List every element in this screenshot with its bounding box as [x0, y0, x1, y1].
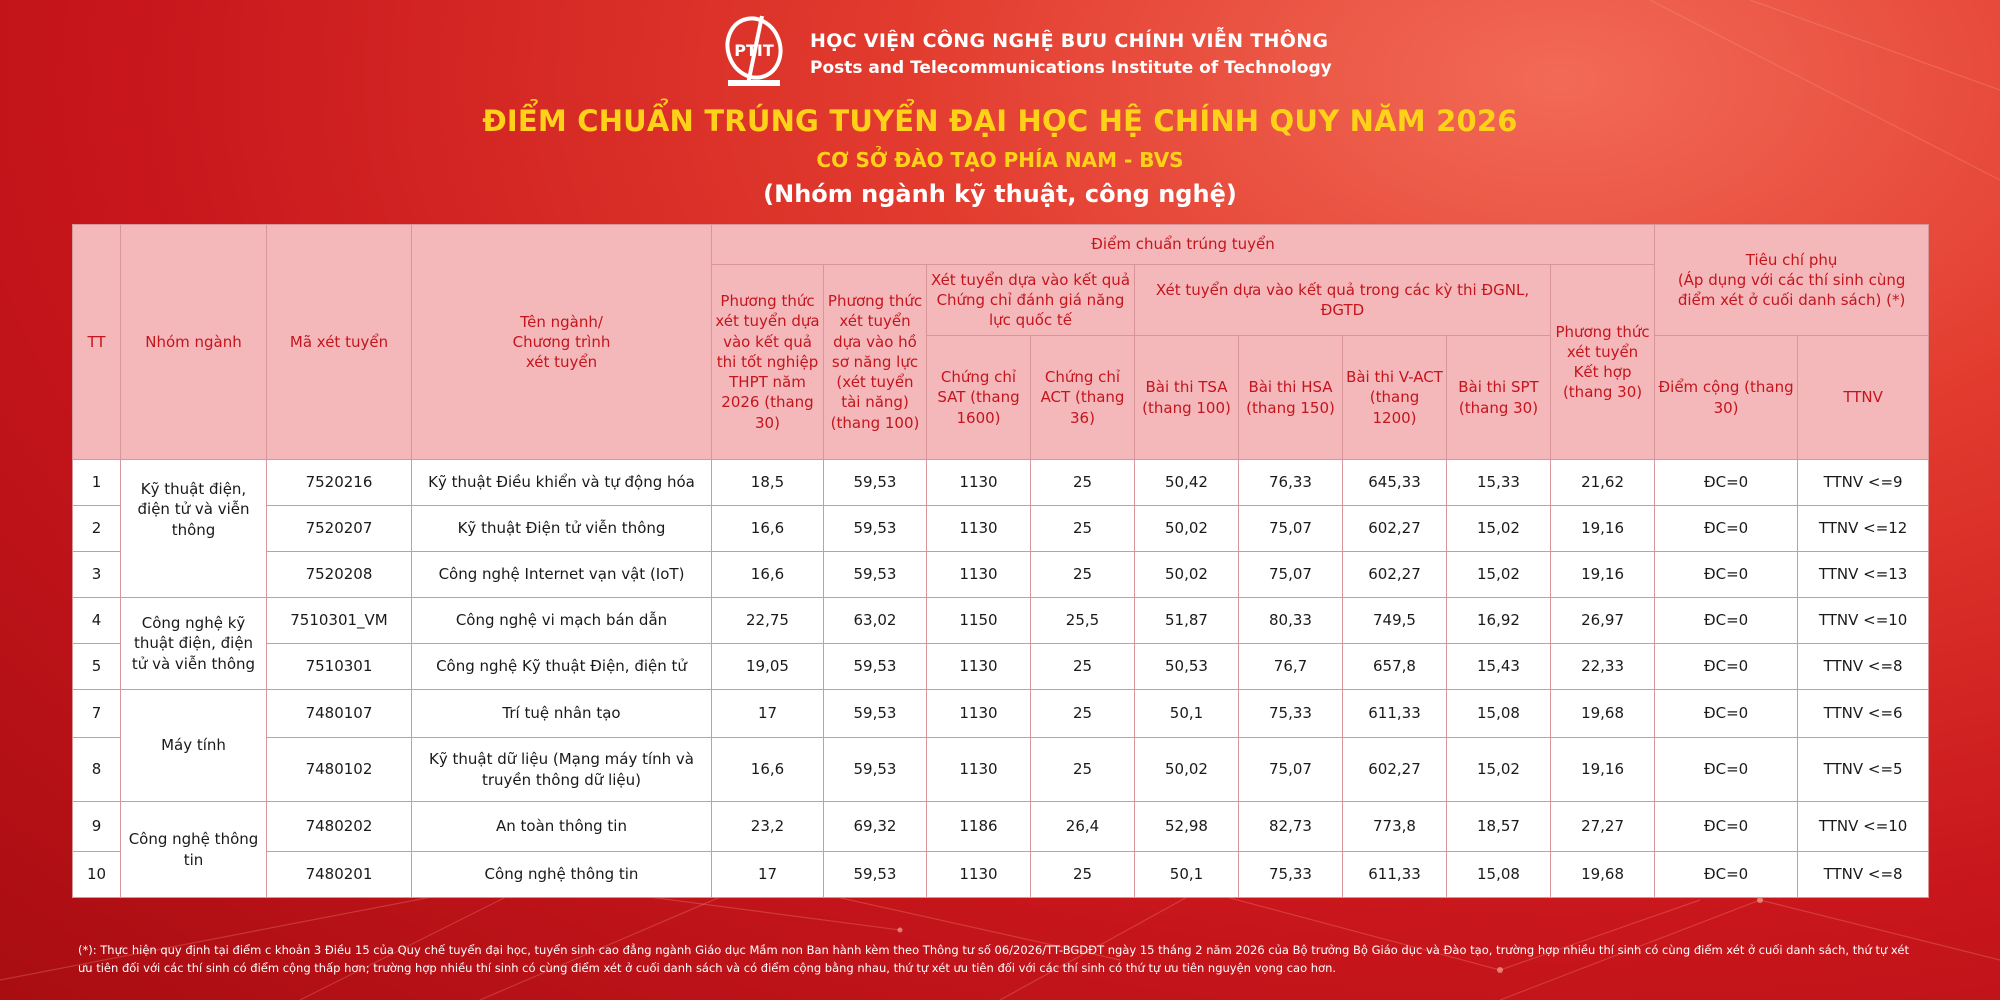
cell-ket-hop: 19,68	[1551, 852, 1655, 898]
cell-vact: 611,33	[1343, 690, 1447, 738]
cell-ket-hop: 19,16	[1551, 738, 1655, 802]
cell-ket-hop: 21,62	[1551, 460, 1655, 506]
cell-hoso: 59,53	[824, 852, 927, 898]
cell-diem-cong: ĐC=0	[1655, 852, 1798, 898]
cell-act: 25	[1031, 690, 1135, 738]
cell-vact: 602,27	[1343, 552, 1447, 598]
cell-vact: 749,5	[1343, 598, 1447, 644]
cell-spt: 15,02	[1447, 506, 1551, 552]
cell-ten: Trí tuệ nhân tạo	[412, 690, 712, 738]
table-row	[73, 506, 1929, 552]
cell-diem-cong: ĐC=0	[1655, 598, 1798, 644]
cell-act: 25	[1031, 460, 1135, 506]
cell-act: 26,4	[1031, 802, 1135, 852]
cell-ma: 7480102	[267, 738, 412, 802]
cell-group: Máy tính	[121, 690, 267, 802]
cell-ket-hop: 26,97	[1551, 598, 1655, 644]
cell-group: Kỹ thuật điện, điện tử và viễn thông	[121, 460, 267, 598]
org-name-vi: HỌC VIỆN CÔNG NGHỆ BƯU CHÍNH VIỄN THÔNG	[810, 30, 1329, 52]
cell-sat: 1130	[927, 690, 1031, 738]
cell-hsa: 75,07	[1239, 738, 1343, 802]
cell-ten: Công nghệ Kỹ thuật Điện, điện tử	[412, 644, 712, 690]
footnote: (*): Thực hiện quy định tại điểm c khoản 3 Điều 15 của Quy chế tuyển đại học, tuyển sinh cao đẳng ngành Giáo dục Mầm non Ban hành kèm theo Thông tư số 06/2026/TT-BGDĐT ngày 15 tháng 2 năm 2026 của Bộ trưởng Bộ Giáo dục và Đào tạo, trường hợp nhiều thí sinh có cùng điểm xét ở cuối danh sách, thứ tự xét ưu tiên đối với các thí sinh có điểm cộng thấp hơn; trường hợp nhiều thí sinh có cùng điểm xét ở cuối danh sách và có điểm cộng bằng nhau, thứ tự xét ưu tiên đối với các thí sinh có thứ tự ưu tiên nguyện vọng cao hơn.	[78, 943, 1909, 975]
cell-tsa: 50,02	[1135, 738, 1239, 802]
header-ten-nganh: Tên ngành/ Chương trình xét tuyển	[412, 225, 712, 460]
cell-ket-hop: 27,27	[1551, 802, 1655, 852]
cell-ttnv: TTNV <=8	[1798, 644, 1929, 690]
cell-tsa: 52,98	[1135, 802, 1239, 852]
cell-ket-hop: 19,16	[1551, 552, 1655, 598]
cell-ttnv: TTNV <=5	[1798, 738, 1929, 802]
cell-diem-cong: ĐC=0	[1655, 644, 1798, 690]
score-table	[72, 224, 1929, 898]
cell-ket-hop: 19,68	[1551, 690, 1655, 738]
cell-tsa: 50,53	[1135, 644, 1239, 690]
cell-thpt: 16,6	[712, 506, 824, 552]
svg-text:PTIT: PTIT	[734, 41, 774, 60]
cell-hoso: 59,53	[824, 690, 927, 738]
cell-vact: 773,8	[1343, 802, 1447, 852]
cell-hsa: 80,33	[1239, 598, 1343, 644]
table-row	[73, 852, 1929, 898]
cell-act: 25	[1031, 852, 1135, 898]
cell-sat: 1130	[927, 506, 1031, 552]
cell-sat: 1186	[927, 802, 1031, 852]
header-chung-chi: Xét tuyển dựa vào kết quả Chứng chỉ đánh giá năng lực quốc tế	[927, 265, 1135, 336]
header-sat: Chứng chỉ SAT (thang 1600)	[927, 336, 1031, 460]
cell-ma: 7510301	[267, 644, 412, 690]
header-nhom-nganh: Nhóm ngành	[121, 225, 267, 460]
cell-hoso: 59,53	[824, 460, 927, 506]
group-title: (Nhóm ngành kỹ thuật, công nghệ)	[763, 180, 1237, 208]
cell-ttnv: TTNV <=8	[1798, 852, 1929, 898]
cell-spt: 15,08	[1447, 690, 1551, 738]
header-tieu-chi-phu: Tiêu chí phụ (Áp dụng với các thí sinh cùng điểm xét ở cuối danh sách) (*)	[1655, 225, 1929, 336]
header-vact: Bài thi V-ACT (thang 1200)	[1343, 336, 1447, 460]
cell-tsa: 50,02	[1135, 506, 1239, 552]
table-row	[73, 738, 1929, 802]
cell-tt: 4	[73, 598, 121, 644]
cell-thpt: 18,5	[712, 460, 824, 506]
cell-diem-cong: ĐC=0	[1655, 506, 1798, 552]
cell-tsa: 50,02	[1135, 552, 1239, 598]
cell-hsa: 75,33	[1239, 690, 1343, 738]
header-hsa: Bài thi HSA (thang 150)	[1239, 336, 1343, 460]
cell-thpt: 17	[712, 852, 824, 898]
cell-diem-cong: ĐC=0	[1655, 552, 1798, 598]
cell-hoso: 63,02	[824, 598, 927, 644]
cell-diem-cong: ĐC=0	[1655, 690, 1798, 738]
header-ttnv: TTNV	[1798, 336, 1929, 460]
cell-tt: 2	[73, 506, 121, 552]
cell-vact: 645,33	[1343, 460, 1447, 506]
table-row	[73, 552, 1929, 598]
header-diem-cong: Điểm cộng (thang 30)	[1655, 336, 1798, 460]
cell-tt: 9	[73, 802, 121, 852]
cell-tsa: 51,87	[1135, 598, 1239, 644]
cell-act: 25	[1031, 552, 1135, 598]
cell-thpt: 23,2	[712, 802, 824, 852]
cell-spt: 18,57	[1447, 802, 1551, 852]
cell-ten: Kỹ thuật Điện tử viễn thông	[412, 506, 712, 552]
cell-thpt: 22,75	[712, 598, 824, 644]
cell-thpt: 19,05	[712, 644, 824, 690]
cell-spt: 15,08	[1447, 852, 1551, 898]
cell-ket-hop: 19,16	[1551, 506, 1655, 552]
cell-sat: 1130	[927, 738, 1031, 802]
cell-spt: 15,02	[1447, 738, 1551, 802]
header-ho-so: Phương thức xét tuyển dựa vào hồ sơ năng lực (xét tuyển tài năng) (thang 100)	[824, 265, 927, 460]
cell-act: 25	[1031, 738, 1135, 802]
header-act: Chứng chỉ ACT (thang 36)	[1031, 336, 1135, 460]
cell-spt: 15,02	[1447, 552, 1551, 598]
cell-sat: 1130	[927, 552, 1031, 598]
cell-tsa: 50,1	[1135, 852, 1239, 898]
cell-hsa: 75,33	[1239, 852, 1343, 898]
cell-hoso: 59,53	[824, 644, 927, 690]
cell-vact: 657,8	[1343, 644, 1447, 690]
cell-spt: 15,43	[1447, 644, 1551, 690]
cell-tsa: 50,1	[1135, 690, 1239, 738]
header-dgnl: Xét tuyển dựa vào kết quả trong các kỳ thi ĐGNL, ĐGTD	[1135, 265, 1551, 336]
cell-spt: 15,33	[1447, 460, 1551, 506]
cell-ten: An toàn thông tin	[412, 802, 712, 852]
cell-hsa: 76,33	[1239, 460, 1343, 506]
cell-hsa: 76,7	[1239, 644, 1343, 690]
cell-ma: 7520208	[267, 552, 412, 598]
cell-tt: 3	[73, 552, 121, 598]
cell-hoso: 59,53	[824, 506, 927, 552]
header	[0, 14, 2000, 94]
cell-tt: 8	[73, 738, 121, 802]
cell-diem-cong: ĐC=0	[1655, 802, 1798, 852]
table-row	[73, 644, 1929, 690]
cell-diem-cong: ĐC=0	[1655, 460, 1798, 506]
cell-ttnv: TTNV <=10	[1798, 598, 1929, 644]
cell-ttnv: TTNV <=10	[1798, 802, 1929, 852]
cell-hoso: 69,32	[824, 802, 927, 852]
cell-sat: 1130	[927, 852, 1031, 898]
table-row	[73, 460, 1929, 506]
cell-vact: 611,33	[1343, 852, 1447, 898]
cell-vact: 602,27	[1343, 506, 1447, 552]
cell-ma: 7510301_VM	[267, 598, 412, 644]
org-name-en: Posts and Telecommunications Institute of Technology	[810, 58, 1332, 78]
cell-ttnv: TTNV <=9	[1798, 460, 1929, 506]
cell-thpt: 16,6	[712, 738, 824, 802]
header-ket-hop: Phương thức xét tuyển Kết hợp (thang 30)	[1551, 265, 1655, 460]
cell-ten: Kỹ thuật Điều khiển và tự động hóa	[412, 460, 712, 506]
ptit-logo-icon	[718, 14, 790, 90]
cell-ten: Công nghệ vi mạch bán dẫn	[412, 598, 712, 644]
header-thpt: Phương thức xét tuyển dựa vào kết quả thi tốt nghiệp THPT năm 2026 (thang 30)	[712, 265, 824, 460]
cell-hsa: 82,73	[1239, 802, 1343, 852]
cell-ten: Công nghệ Internet vạn vật (IoT)	[412, 552, 712, 598]
cell-ma: 7480201	[267, 852, 412, 898]
cell-group: Công nghệ thông tin	[121, 802, 267, 898]
cell-sat: 1130	[927, 644, 1031, 690]
page-subtitle: CƠ SỞ ĐÀO TẠO PHÍA NAM - BVS	[816, 148, 1184, 172]
cell-tt: 5	[73, 644, 121, 690]
cell-ma: 7520207	[267, 506, 412, 552]
cell-sat: 1150	[927, 598, 1031, 644]
header-tsa: Bài thi TSA (thang 100)	[1135, 336, 1239, 460]
header-spt: Bài thi SPT (thang 30)	[1447, 336, 1551, 460]
cell-ten: Kỹ thuật dữ liệu (Mạng máy tính và truyền thông dữ liệu)	[412, 738, 712, 802]
cell-spt: 16,92	[1447, 598, 1551, 644]
cell-hsa: 75,07	[1239, 506, 1343, 552]
cell-tt: 1	[73, 460, 121, 506]
table-row	[73, 802, 1929, 852]
cell-act: 25	[1031, 644, 1135, 690]
cell-vact: 602,27	[1343, 738, 1447, 802]
cell-diem-cong: ĐC=0	[1655, 738, 1798, 802]
cell-ma: 7480202	[267, 802, 412, 852]
cell-sat: 1130	[927, 460, 1031, 506]
cell-group: Công nghệ kỹ thuật điện, điện tử và viễn thông	[121, 598, 267, 690]
header-diem-chuan: Điểm chuẩn trúng tuyển	[712, 225, 1655, 265]
cell-ma: 7520216	[267, 460, 412, 506]
cell-tt: 10	[73, 852, 121, 898]
table-row	[73, 690, 1929, 738]
cell-ttnv: TTNV <=12	[1798, 506, 1929, 552]
cell-hsa: 75,07	[1239, 552, 1343, 598]
cell-hoso: 59,53	[824, 738, 927, 802]
cell-act: 25	[1031, 506, 1135, 552]
cell-hoso: 59,53	[824, 552, 927, 598]
cell-thpt: 17	[712, 690, 824, 738]
page-title: ĐIỂM CHUẨN TRÚNG TUYỂN ĐẠI HỌC HỆ CHÍNH QUY NĂM 2026	[482, 104, 1518, 138]
cell-tsa: 50,42	[1135, 460, 1239, 506]
cell-ttnv: TTNV <=13	[1798, 552, 1929, 598]
cell-ten: Công nghệ thông tin	[412, 852, 712, 898]
header-ma-xet-tuyen: Mã xét tuyển	[267, 225, 412, 460]
table-row	[73, 598, 1929, 644]
header-tt: TT	[73, 225, 121, 460]
cell-thpt: 16,6	[712, 552, 824, 598]
cell-act: 25,5	[1031, 598, 1135, 644]
cell-ttnv: TTNV <=6	[1798, 690, 1929, 738]
cell-tt: 7	[73, 690, 121, 738]
cell-ma: 7480107	[267, 690, 412, 738]
cell-ket-hop: 22,33	[1551, 644, 1655, 690]
